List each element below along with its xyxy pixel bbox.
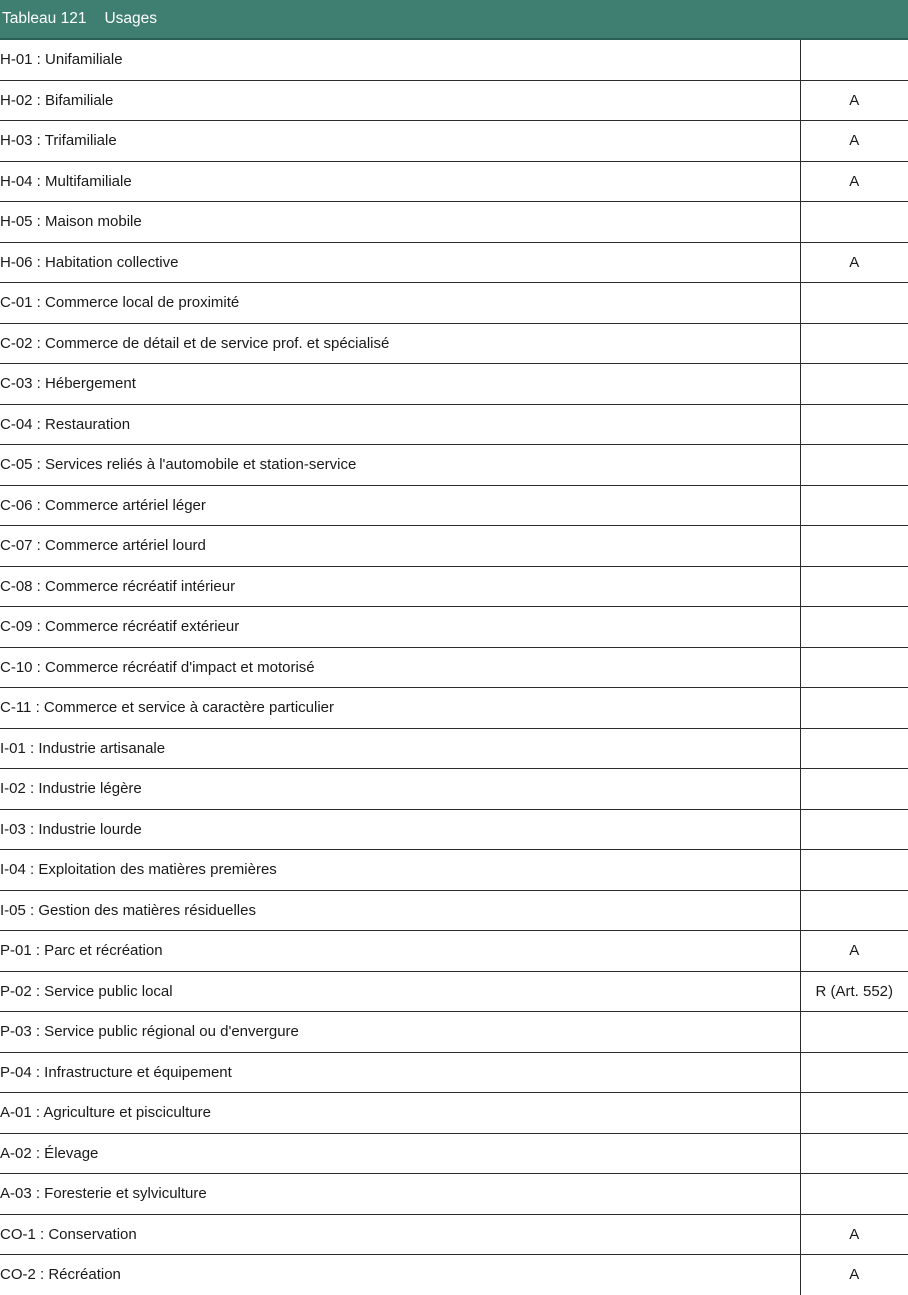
table-row <box>0 1133 908 1174</box>
usage-label: H-01 : Unifamiliale <box>0 40 800 80</box>
usage-value <box>800 566 908 607</box>
table-row <box>0 40 908 80</box>
usage-label: I-01 : Industrie artisanale <box>0 728 800 769</box>
usage-label: C-03 : Hébergement <box>0 364 800 405</box>
table-row <box>0 283 908 324</box>
usage-label: C-08 : Commerce récréatif intérieur <box>0 566 800 607</box>
usage-label: I-02 : Industrie légère <box>0 769 800 810</box>
table-row <box>0 1255 908 1295</box>
table-number: Tableau 121 <box>2 10 87 27</box>
usage-value: A <box>800 1255 908 1295</box>
usage-label: CO-1 : Conservation <box>0 1214 800 1255</box>
usage-label: C-09 : Commerce récréatif extérieur <box>0 607 800 648</box>
table-row <box>0 566 908 607</box>
table-row <box>0 1093 908 1134</box>
usage-label: C-07 : Commerce artériel lourd <box>0 526 800 567</box>
usage-label: P-04 : Infrastructure et équipement <box>0 1052 800 1093</box>
table-row <box>0 121 908 162</box>
table-row <box>0 809 908 850</box>
table-row <box>0 323 908 364</box>
table-row <box>0 890 908 931</box>
usage-label: I-03 : Industrie lourde <box>0 809 800 850</box>
usage-value <box>800 607 908 648</box>
usage-value <box>800 688 908 729</box>
usage-value <box>800 890 908 931</box>
usage-value <box>800 526 908 567</box>
table-row <box>0 607 908 648</box>
usage-value <box>800 404 908 445</box>
usage-value <box>800 202 908 243</box>
table-row <box>0 1012 908 1053</box>
table-row <box>0 404 908 445</box>
table-row <box>0 161 908 202</box>
usage-label: A-02 : Élevage <box>0 1133 800 1174</box>
usage-label: CO-2 : Récréation <box>0 1266 121 1284</box>
usage-value <box>800 1012 908 1053</box>
usage-label: C-05 : Services reliés à l'automobile et station-service <box>0 445 800 486</box>
usage-label: C-10 : Commerce récréatif d'impact et motorisé <box>0 647 800 688</box>
table-title: Usages <box>104 10 158 27</box>
usage-value <box>800 364 908 405</box>
table-header <box>0 0 908 40</box>
usage-value <box>800 1052 908 1093</box>
usage-value <box>800 728 908 769</box>
usage-label: H-06 : Habitation collective <box>0 242 800 283</box>
table-row <box>0 1174 908 1215</box>
usage-label: H-04 : Multifamiliale <box>0 161 800 202</box>
usage-value: A <box>800 80 908 121</box>
table-row <box>0 850 908 891</box>
usage-value: A <box>800 931 908 972</box>
usage-label: A-01 : Agriculture et pisciculture <box>0 1093 800 1134</box>
usage-value <box>800 647 908 688</box>
usage-label: P-02 : Service public local <box>0 971 800 1012</box>
table-row <box>0 202 908 243</box>
usage-value: A <box>800 242 908 283</box>
usage-value: A <box>800 121 908 162</box>
usage-label: C-02 : Commerce de détail et de service prof. et spécialisé <box>0 323 800 364</box>
usage-label: C-06 : Commerce artériel léger <box>0 485 800 526</box>
table-row <box>0 485 908 526</box>
usage-value <box>800 485 908 526</box>
usage-label: H-03 : Trifamiliale <box>0 121 800 162</box>
table-row <box>0 688 908 729</box>
usages-table <box>0 40 908 1295</box>
usage-value: A <box>800 1214 908 1255</box>
usage-value <box>800 40 908 80</box>
usage-value: R (Art. 552) <box>800 971 908 1012</box>
usage-label: C-04 : Restauration <box>0 404 800 445</box>
table-row <box>0 242 908 283</box>
usage-label: H-02 : Bifamiliale <box>0 80 800 121</box>
usage-value <box>800 323 908 364</box>
usage-value <box>800 1174 908 1215</box>
usage-value <box>800 1093 908 1134</box>
usage-value <box>800 1133 908 1174</box>
table-row <box>0 80 908 121</box>
usage-value <box>800 445 908 486</box>
usage-value <box>800 809 908 850</box>
usage-label: P-01 : Parc et récréation <box>0 931 800 972</box>
usage-value <box>800 850 908 891</box>
usage-label: C-01 : Commerce local de proximité <box>0 283 800 324</box>
table-row <box>0 445 908 486</box>
table-row <box>0 1052 908 1093</box>
usage-label: H-05 : Maison mobile <box>0 202 800 243</box>
usage-label: I-05 : Gestion des matières résiduelles <box>0 890 800 931</box>
table-row <box>0 364 908 405</box>
table-row <box>0 971 908 1012</box>
table-row <box>0 769 908 810</box>
usage-value <box>800 769 908 810</box>
usage-label: P-03 : Service public régional ou d'envergure <box>0 1012 800 1053</box>
table-row <box>0 1214 908 1255</box>
usage-value: A <box>800 161 908 202</box>
table-row <box>0 728 908 769</box>
usages-table-body <box>0 40 908 1295</box>
table-row <box>0 647 908 688</box>
usage-label: A-03 : Foresterie et sylviculture <box>0 1174 800 1215</box>
usage-label: I-04 : Exploitation des matières premières <box>0 850 800 891</box>
usage-value <box>800 283 908 324</box>
table-row <box>0 931 908 972</box>
usage-label: C-11 : Commerce et service à caractère particulier <box>0 688 800 729</box>
table-row <box>0 526 908 567</box>
